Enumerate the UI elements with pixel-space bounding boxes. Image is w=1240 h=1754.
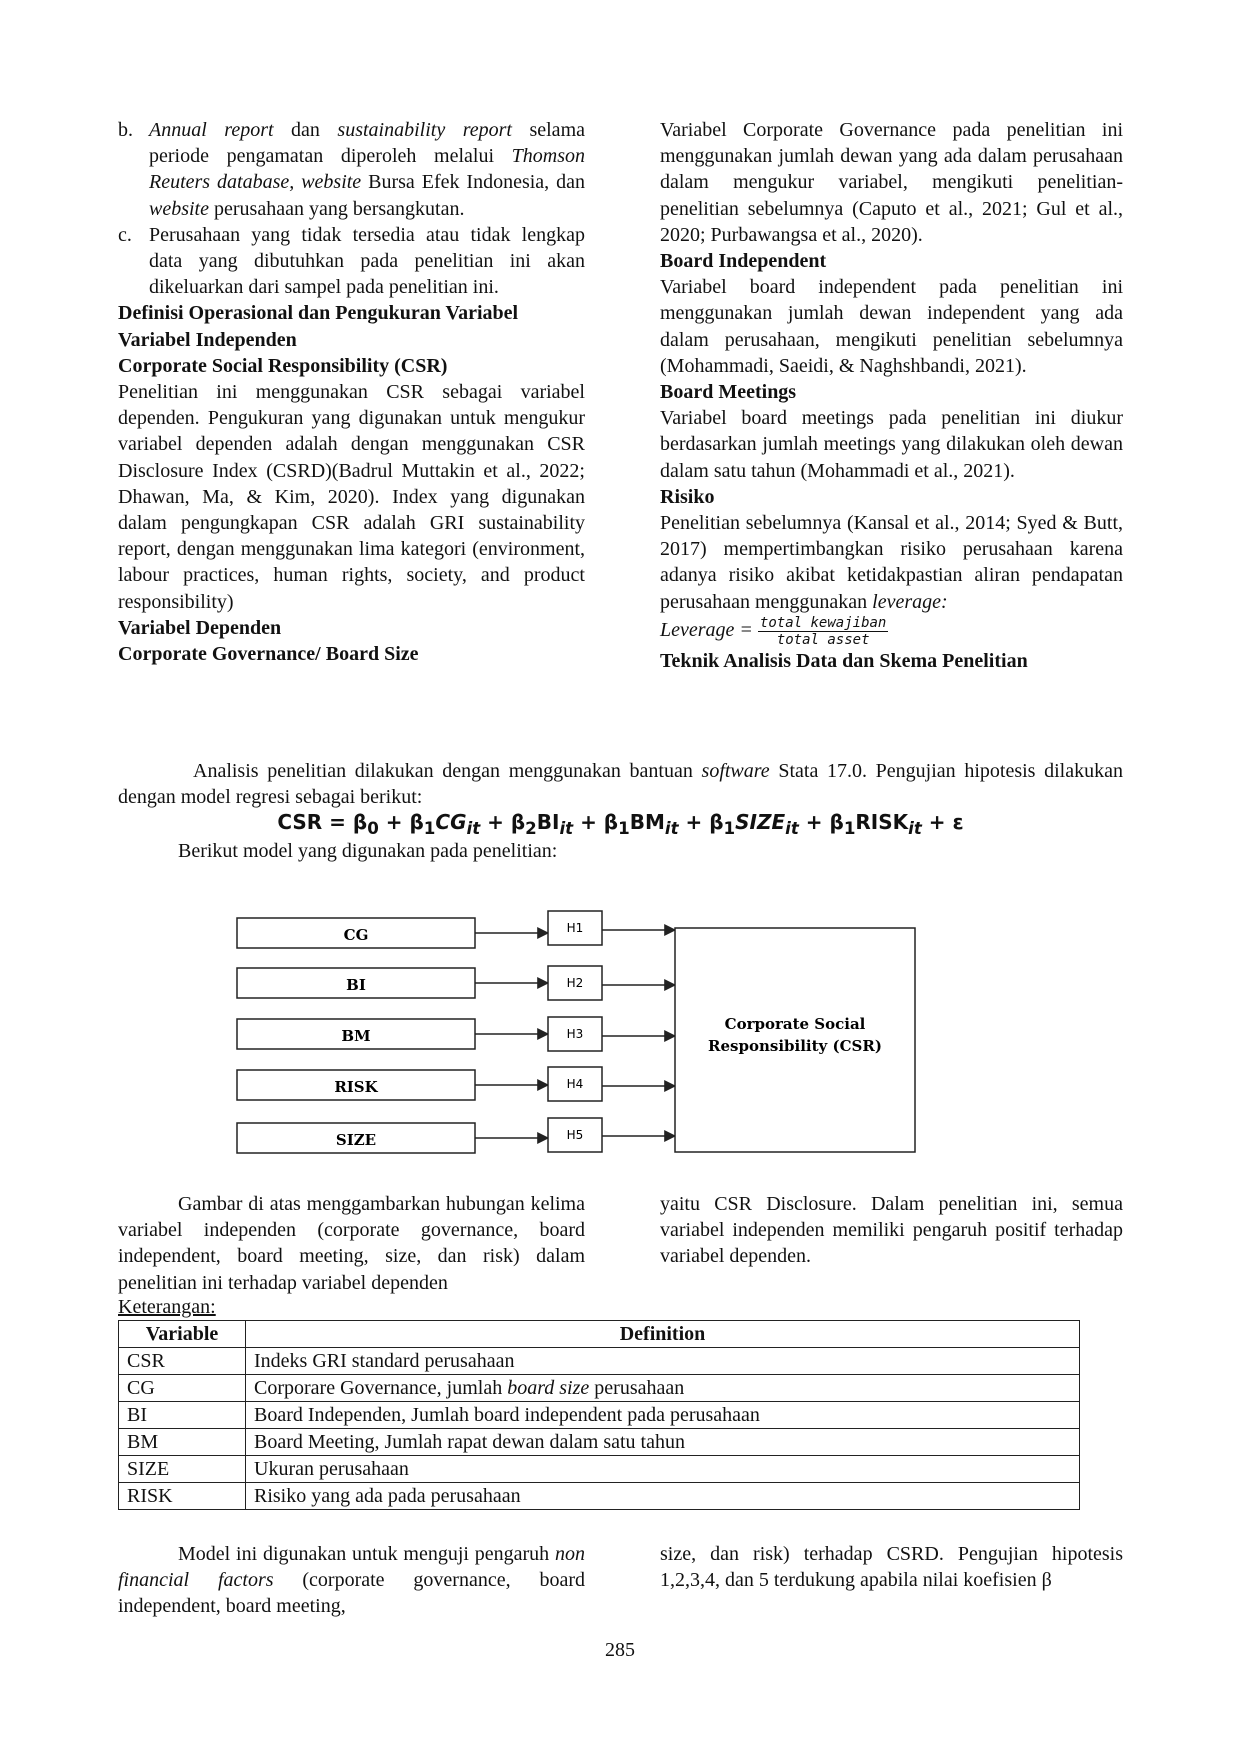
paragraph-model: Berikut model yang digunakan pada penelitian:	[178, 840, 558, 862]
table-cell-variable: SIZE	[119, 1456, 246, 1483]
paragraph-cg: Variabel Corporate Governance pada penelitian ini menggunakan jumlah dewan yang ada dalam perusahaan dalam mengukur variabel, mengikuti penelitian-penelitian sebelumnya (Caputo et al., 2021; Gul et al., 2020; Purbawangsa et al., 2020).	[660, 119, 1123, 246]
table-row	[119, 1483, 1080, 1510]
svg-text:H4: H4	[566, 1077, 584, 1091]
paragraph-gambar-right: yaitu CSR Disclosure. Dalam penelitian ini, semua variabel independen memiliki pengaruh positif terhadap variabel dependen.	[660, 1193, 1123, 1268]
svg-text:SIZE: SIZE	[335, 1131, 377, 1149]
svg-text:H5: H5	[566, 1128, 584, 1142]
hypothesis-box-h2	[548, 966, 602, 1000]
list-text: Perusahaan yang tidak tersedia atau tidak lengkap data yang dibutuhkan pada penelitian ini akan dikeluarkan dari sampel pada penelitian ini.	[149, 223, 585, 299]
definition-table	[118, 1320, 1080, 1510]
svg-text:H3: H3	[566, 1027, 584, 1041]
table-row	[119, 1402, 1080, 1429]
table-cell-definition: Board Meeting, Jumlah rapat dewan dalam satu tahun	[246, 1429, 1080, 1456]
table-row	[119, 1348, 1080, 1375]
list-text: Annual report dan sustainability report selama periode pengamatan diperoleh melalui Thomson Reuters database, website Bursa Efek Indonesia, dan website perusahaan yang bersangkutan.	[149, 119, 585, 220]
table-row	[119, 1375, 1080, 1402]
heading-corporate-governance: Corporate Governance/ Board Size	[118, 643, 419, 666]
heading-teknik-analisis: Teknik Analisis Data dan Skema Penelitian	[660, 649, 1028, 672]
formula-denominator: total asset	[776, 631, 870, 648]
table-cell-definition: Board Independen, Jumlah board independent pada perusahaan	[246, 1402, 1080, 1429]
target-box-csr	[675, 928, 915, 1152]
paragraph-gambar-left: Gambar di atas menggambarkan hubungan kelima variabel independen (corporate governance, board independent, board meeting, size, dan risk) dalam penelitian ini terhadap variabel dependen Keterangan:	[118, 1191, 585, 1320]
svg-text:CG: CG	[343, 926, 369, 944]
heading-variabel-dependen: Variabel Dependen	[118, 616, 282, 639]
formula-numerator: total kewajiban	[759, 614, 887, 631]
variable-box-bi	[237, 968, 475, 998]
table-cell-definition: Indeks GRI standard perusahaan	[246, 1348, 1080, 1375]
heading-definisi: Definisi Operasional dan Pengukuran Variabel	[118, 302, 519, 325]
table-row	[119, 1456, 1080, 1483]
table-header-definition: Definition	[246, 1321, 1080, 1348]
variable-box-size	[237, 1123, 475, 1153]
regression-equation: CSR = $\beta_0 + \beta_1CG_{it} + \beta_2BI_{it} + \beta_1BM_{it}$ + $\beta_1SIZE_{it}$ + $\beta_1RISK_{it} + \varepsilon$	[277, 810, 964, 838]
table-cell-variable: RISK	[119, 1483, 246, 1510]
svg-text:BM: BM	[341, 1027, 371, 1045]
heading-risiko: Risiko	[660, 485, 715, 508]
hypothesis-box-h4	[548, 1067, 602, 1101]
paragraph-bi: Variabel board independent pada penelitian ini menggunakan jumlah dewan independent yang ada dalam perusahaan, mengikuti penelitian sebelumnya (Mohammadi, Saeidi, & Naghshbandi, 2021).	[660, 276, 1123, 377]
heading-board-meetings: Board Meetings	[660, 381, 797, 404]
svg-text:H1: H1	[566, 921, 584, 935]
hypothesis-box-h3	[548, 1017, 602, 1051]
svg-text:H2: H2	[566, 976, 584, 990]
paragraph-bm: Variabel board meetings pada penelitian ini diukur berdasarkan jumlah meetings yang dilakukan oleh dewan dalam satu tahun (Mohammadi et al., 2021).	[660, 407, 1123, 482]
hypothesis-box-h5	[548, 1118, 602, 1152]
paragraph-model-right: size, dan risk) terhadap CSRD. Pengujian hipotesis 1,2,3,4, dan 5 terdukung apabila nilai koefisien β	[660, 1543, 1123, 1592]
keterangan-label: Keterangan:	[118, 1295, 216, 1318]
paragraph-risk: Penelitian sebelumnya (Kansal et al., 2014; Syed & Butt, 2017) mempertimbangkan risiko perusahaan karena adanya risiko akibat ketidakpastian aliran pendapatan perusahaan menggunakan leverage:	[660, 512, 1123, 613]
table-cell-definition: Ukuran perusahaan	[246, 1456, 1080, 1483]
paragraph-csr: Penelitian ini menggunakan CSR sebagai variabel dependen. Pengukuran yang digunakan untuk mengukur variabel dependen adalah dengan menggunakan CSR Disclosure Index (CSRD)(Badrul Muttakin et al., 2022; Dhawan, Ma, & Kim, 2020). Index yang digunakan dalam pengungkapan CSR adalah GRI sustainability report, dengan menggunakan lima kategori (environment, labour practices, human rights, society, and product responsibility)	[118, 381, 585, 613]
table-cell-variable: BI	[119, 1402, 246, 1429]
hypothesis-box-h1	[548, 911, 602, 945]
heading-variabel-independen: Variabel Independen	[118, 328, 297, 351]
svg-text:RISK: RISK	[334, 1078, 378, 1096]
table-cell-definition: Corporare Governance, jumlah board size perusahaan	[246, 1375, 1080, 1402]
svg-text:Corporate Social: Corporate Social	[724, 1015, 866, 1033]
heading-board-independent: Board Independent	[660, 250, 827, 273]
paragraph-model-left: Model ini digunakan untuk menguji pengaruh non financial factors (corporate governance, board independent, board meeting,	[118, 1543, 585, 1618]
svg-text:BI: BI	[346, 976, 366, 994]
table-header-variable: Variable	[119, 1321, 246, 1348]
table-cell-variable: BM	[119, 1429, 246, 1456]
heading-csr: Corporate Social Responsibility (CSR)	[118, 354, 448, 377]
list-marker: b.	[118, 119, 133, 141]
page-number: 285	[605, 1639, 635, 1661]
table-cell-variable: CG	[119, 1375, 246, 1402]
leverage-formula: Leverage = $\frac{\text{total kewajiban}}{\text{total asset}}$	[660, 614, 887, 648]
list-marker: c.	[118, 223, 132, 246]
paragraph-analisis: Analisis penelitian dilakukan dengan menggunakan bantuan software Stata 17.0. Pengujian hipotesis dilakukan dengan model regresi sebagai berikut:	[118, 760, 1123, 809]
table-cell-definition: Risiko yang ada pada perusahaan	[246, 1483, 1080, 1510]
variable-box-risk	[237, 1070, 475, 1100]
table-header-row	[119, 1321, 1080, 1348]
table-row	[119, 1429, 1080, 1456]
variable-box-cg	[237, 918, 475, 948]
svg-text:Responsibility (CSR): Responsibility (CSR)	[708, 1037, 882, 1055]
variable-box-bm	[237, 1019, 475, 1049]
table-cell-variable: CSR	[119, 1348, 246, 1375]
